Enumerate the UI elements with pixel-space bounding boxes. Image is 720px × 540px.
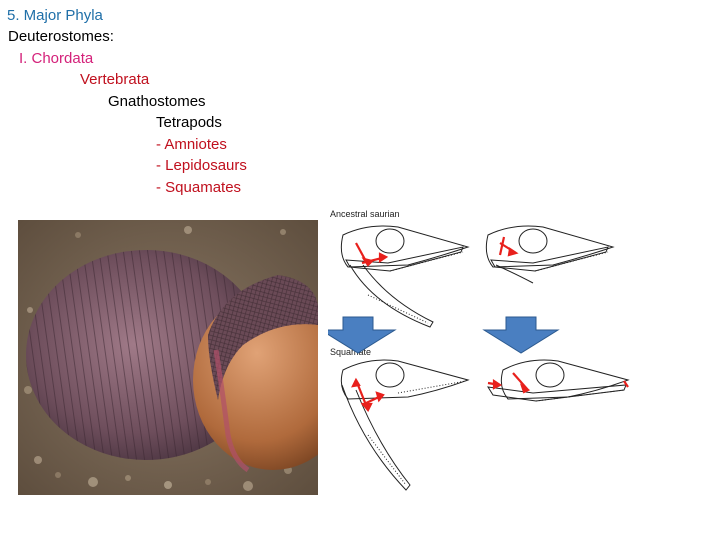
slide-heading: 5. Major Phyla — [7, 7, 103, 24]
outline-gnathostomes: Gnathostomes — [108, 93, 206, 110]
skull-top-right — [486, 226, 613, 283]
highlight-bottom-right — [488, 373, 628, 392]
outline-tetrapods: Tetrapods — [156, 114, 222, 131]
skull-bottom-left — [341, 360, 468, 490]
skull-diagram — [328, 205, 633, 500]
label-ancestral-saurian: Ancestral saurian — [330, 209, 400, 219]
highlight-top-right — [500, 237, 516, 255]
outline-amniotes: - Amniotes — [156, 136, 227, 153]
outline-lepidosaurs: - Lepidosaurs — [156, 157, 247, 174]
snake-egg-photo — [18, 220, 318, 495]
skull-top-left — [341, 226, 468, 327]
highlight-top-left — [356, 243, 386, 265]
outline-vertebrata: Vertebrata — [80, 71, 150, 88]
skull-bottom-right — [488, 360, 628, 401]
outline-chordata: I. Chordata — [19, 50, 94, 67]
label-squamate: Squamate — [330, 347, 372, 357]
outline-squamates: - Squamates — [156, 179, 242, 196]
arrow-down-right-icon — [484, 317, 558, 353]
outline-deuterostomes: Deuterostomes: — [8, 28, 114, 45]
